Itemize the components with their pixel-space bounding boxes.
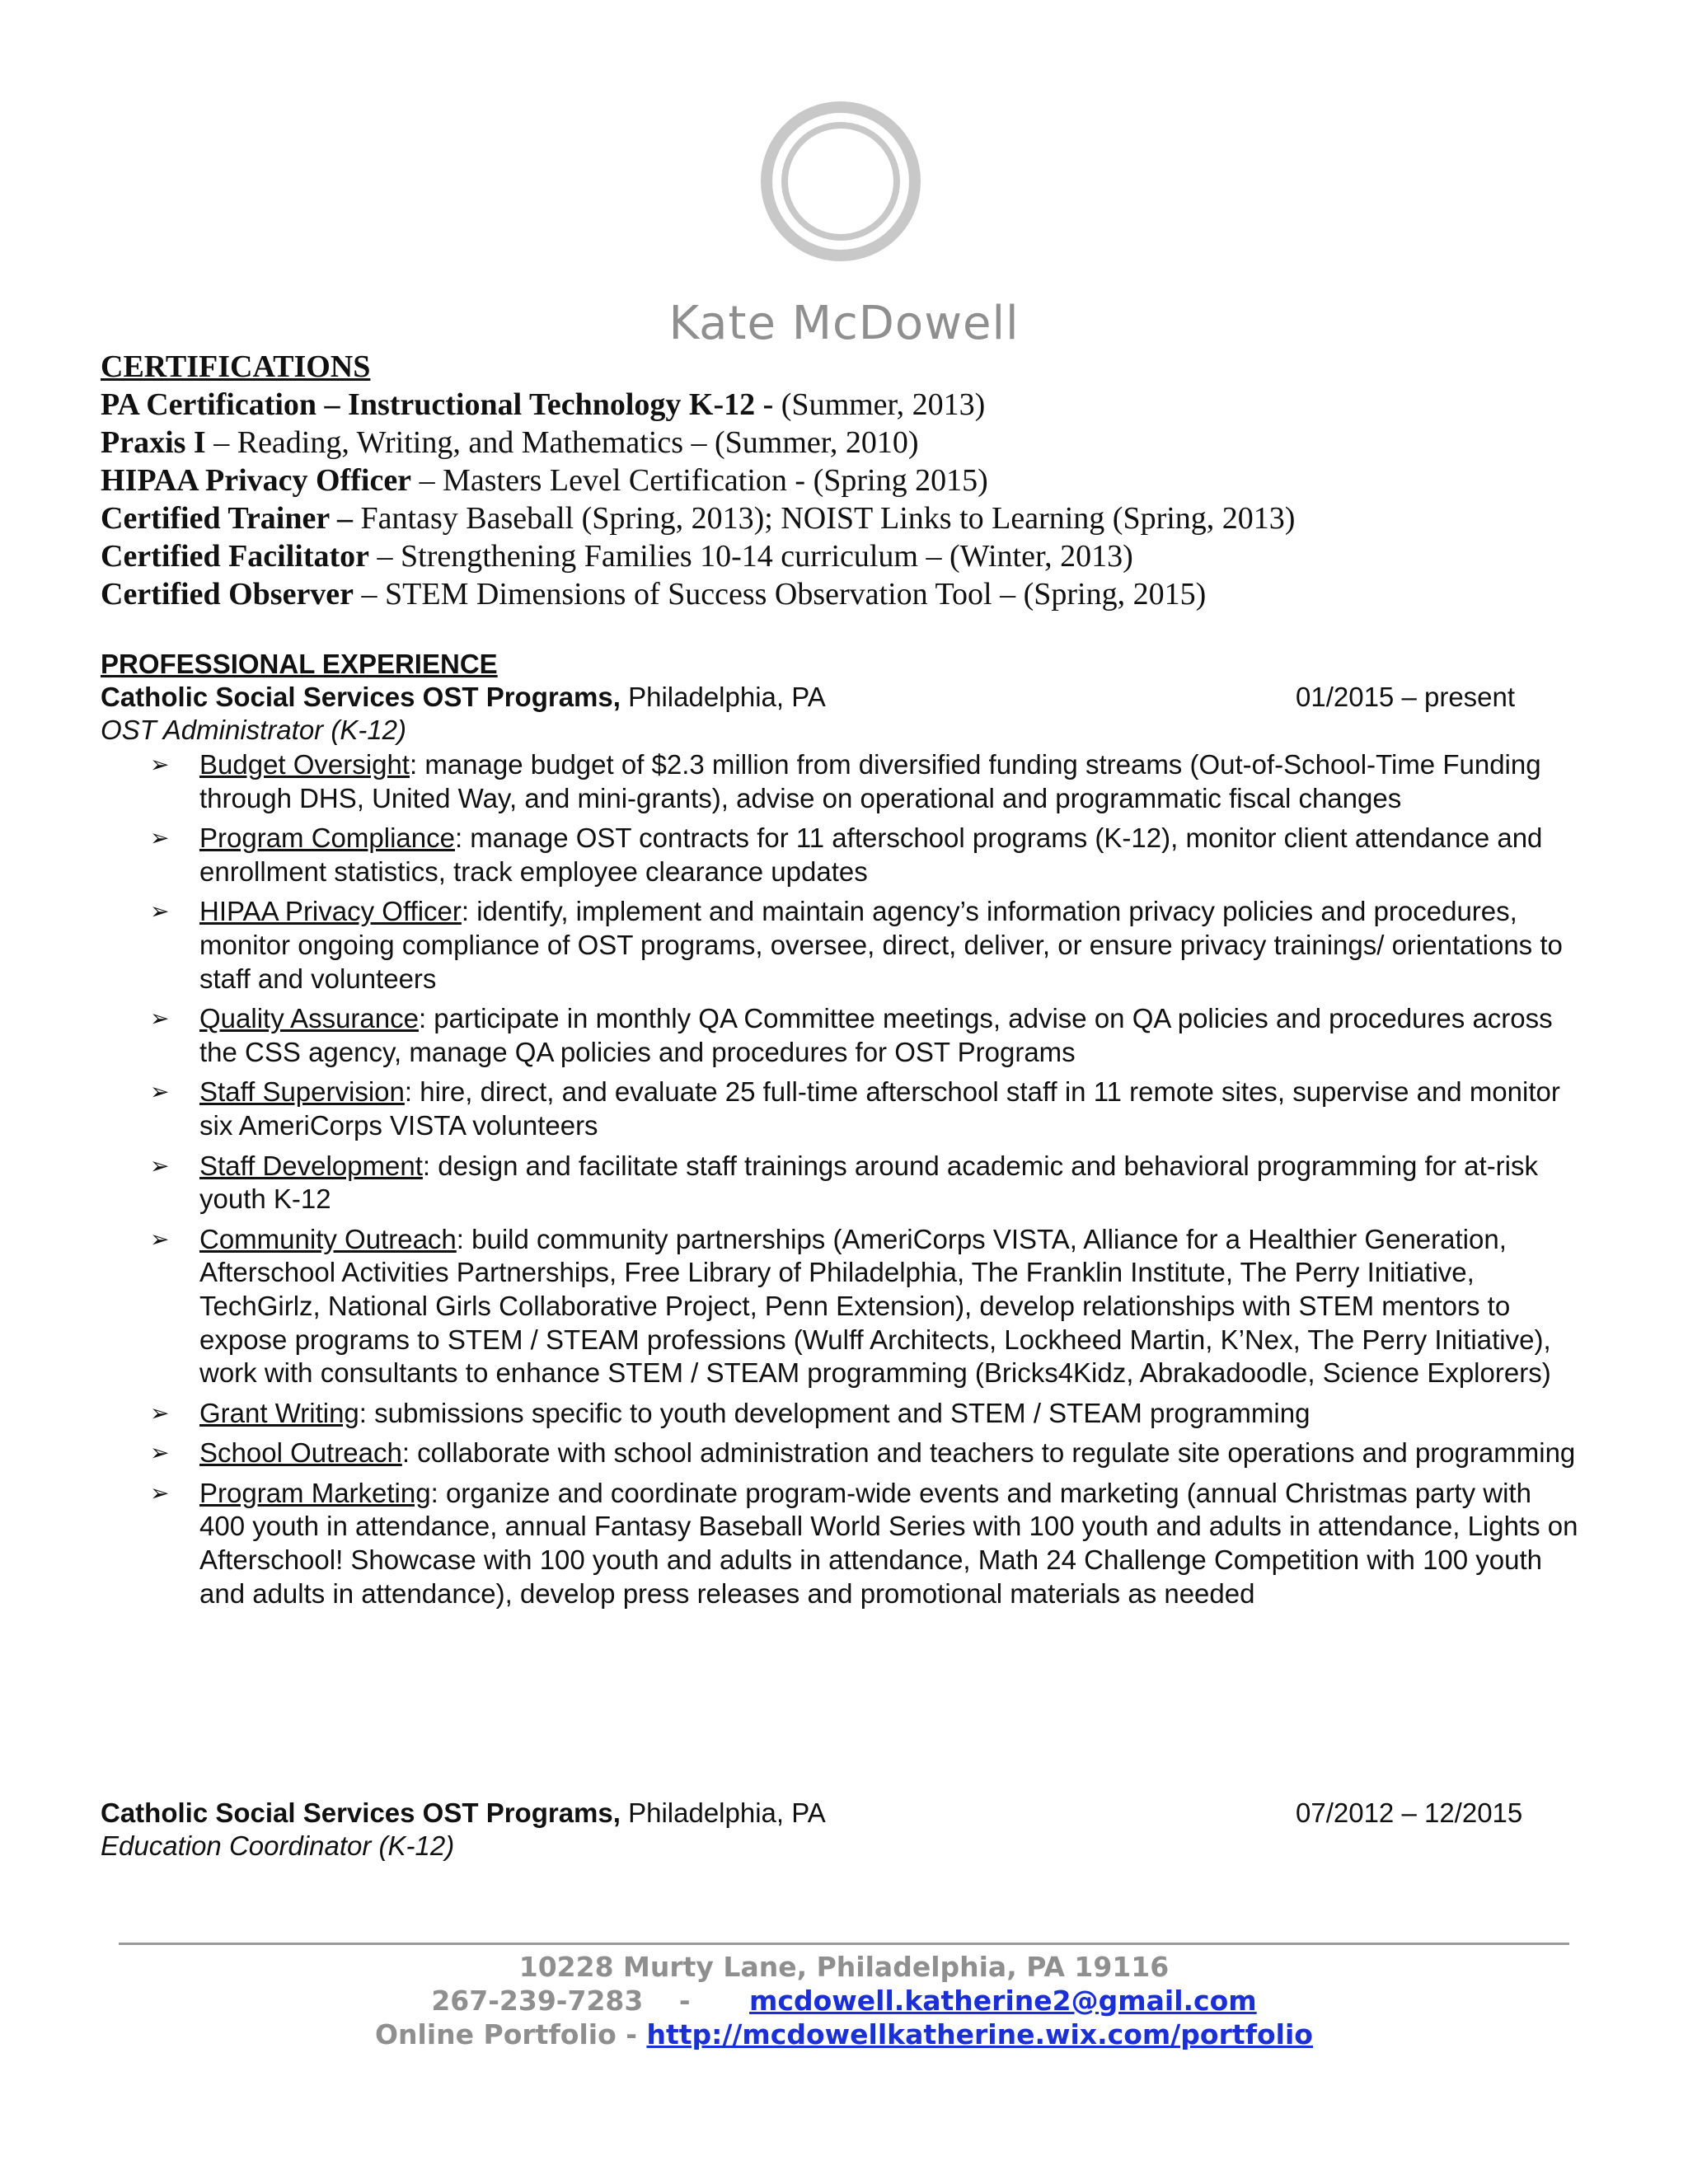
list-item: ➢ Budget Oversight: manage budget of $2.3 million from diversified funding streams (Out-of-School-Time Funding through DHS, United Way, and mini-grants), advise on operational and programmatic fiscal changes: [150, 749, 1541, 813]
certification-item: Certified Observer – STEM Dimensions of Success Observation Tool – (Spring, 2015): [101, 577, 1207, 612]
list-item: ➢ School Outreach: collaborate with school administration and teachers to regulate site operations and programming: [148, 1436, 1582, 1470]
list-item: ➢ Grant Writing: submissions specific to youth development and STEM / STEAM programming: [148, 1397, 1582, 1431]
footer-separator: -: [678, 1985, 691, 2017]
job-dates: 01/2015 – present: [1296, 682, 1516, 712]
arrow-bullet-icon: ➢: [150, 1151, 170, 1179]
job-location: Philadelphia, PA: [620, 1797, 826, 1828]
job-organization: Catholic Social Services OST Programs,: [101, 682, 621, 712]
footer-address: 10228 Murty Lane, Philadelphia, PA 19116: [518, 1951, 1170, 1983]
certifications-section: [101, 348, 1584, 613]
footer-portfolio-line: [0, 2018, 1688, 2051]
footer-divider: [119, 1943, 1569, 1945]
arrow-bullet-icon: ➢: [150, 1439, 170, 1467]
portfolio-label: Online Portfolio -: [375, 2018, 637, 2050]
experience-heading: PROFESSIONAL EXPERIENCE: [101, 649, 498, 679]
arrow-bullet-icon: ➢: [150, 1479, 170, 1507]
footer-contact-line: [0, 1984, 1688, 2018]
arrow-bullet-icon: ➢: [150, 898, 170, 926]
arrow-bullet-icon: ➢: [150, 1399, 170, 1427]
portfolio-link[interactable]: http://mcdowellkatherine.wix.com/portfolio: [646, 2018, 1313, 2050]
candidate-name: Kate McDowell: [668, 297, 1020, 350]
arrow-bullet-icon: ➢: [150, 1078, 170, 1106]
job-header: [101, 681, 1568, 714]
job-dates: 07/2012 – 12/2015: [1296, 1797, 1523, 1828]
list-item: ➢ Staff Development: design and facilitate staff trainings around academic and behavioral programming for at-risk youth K-12: [150, 1150, 1539, 1215]
arrow-bullet-icon: ➢: [150, 1005, 170, 1033]
list-item: ➢ Community Outreach: build community partnerships (AmeriCorps VISTA, Alliance for a Healthier Generation, Afterschool Activities Partnerships, Free Library of Philadelphia, The Franklin Institute, The Perry Initiative, TechGirlz, National Girls Collaborative Project, Penn Extension), develop relationships with STEM mentors to expose programs to STEM / STEAM professions (Wulff Architects, Lockheed Martin, K’Nex, The Perry Initiative), work with consultants to enhance STEM / STEAM programming (Bricks4Kidz, Abrakadoodle, Science Explorers): [150, 1223, 1551, 1389]
job-organization: Catholic Social Services OST Programs,: [101, 1797, 621, 1828]
certifications-heading: CERTIFICATIONS: [101, 349, 371, 384]
job-role: Education Coordinator (K-12): [101, 1830, 455, 1861]
circle-ring-logo-icon: [758, 99, 923, 264]
certification-item: PA Certification – Instructional Technology K-12 - (Summer, 2013): [101, 387, 986, 422]
arrow-bullet-icon: ➢: [150, 751, 170, 778]
email-link[interactable]: mcdowell.katherine2@gmail.com: [749, 1985, 1257, 2017]
footer-phone: 267-239-7283: [431, 1985, 644, 2017]
job-header: [101, 1797, 1568, 1830]
certification-item: Certified Facilitator – Strengthening Families 10-14 curriculum – (Winter, 2013): [101, 539, 1133, 574]
arrow-bullet-icon: ➢: [150, 824, 170, 852]
list-item: ➢ HIPAA Privacy Officer: identify, implement and maintain agency’s information privacy policies and procedures, monitor ongoing compliance of OST programs, oversee, direct, deliver, or ensure privacy trainings/ orientations to staff and volunteers: [150, 896, 1563, 994]
certification-item: HIPAA Privacy Officer – Masters Level Certification - (Spring 2015): [101, 463, 988, 498]
list-item: ➢ Program Compliance: manage OST contracts for 11 afterschool programs (K-12), monitor client attendance and enrollment statistics, track employee clearance updates: [150, 823, 1543, 887]
job-duties-list: [148, 748, 1582, 1617]
job-role: OST Administrator (K-12): [101, 715, 407, 745]
list-item: ➢ Quality Assurance: participate in monthly QA Committee meetings, advise on QA policies and procedures across the CSS agency, manage QA policies and procedures for OST Programs: [150, 1003, 1553, 1067]
list-item: ➢ Staff Supervision: hire, direct, and evaluate 25 full-time afterschool staff in 11 remote sites, supervise and monitor six AmeriCorps VISTA volunteers: [150, 1076, 1560, 1141]
job-location: Philadelphia, PA: [620, 682, 826, 712]
arrow-bullet-icon: ➢: [150, 1225, 170, 1253]
certification-item: Praxis I – Reading, Writing, and Mathematics – (Summer, 2010): [101, 425, 919, 460]
list-item: ➢ Program Marketing: organize and coordinate program-wide events and marketing (annual Christmas party with 400 youth in attendance, annual Fantasy Baseball World Series with 100 youth and adults in attendance, Lights on Afterschool! Showcase with 100 youth and adults in attendance, Math 24 Challenge Competition with 100 youth and adults in attendance), develop press releases and promotional materials as needed: [150, 1477, 1578, 1609]
certification-item: Certified Trainer – Fantasy Baseball (Spring, 2013); NOIST Links to Learning (Spring, 2013): [101, 501, 1296, 536]
